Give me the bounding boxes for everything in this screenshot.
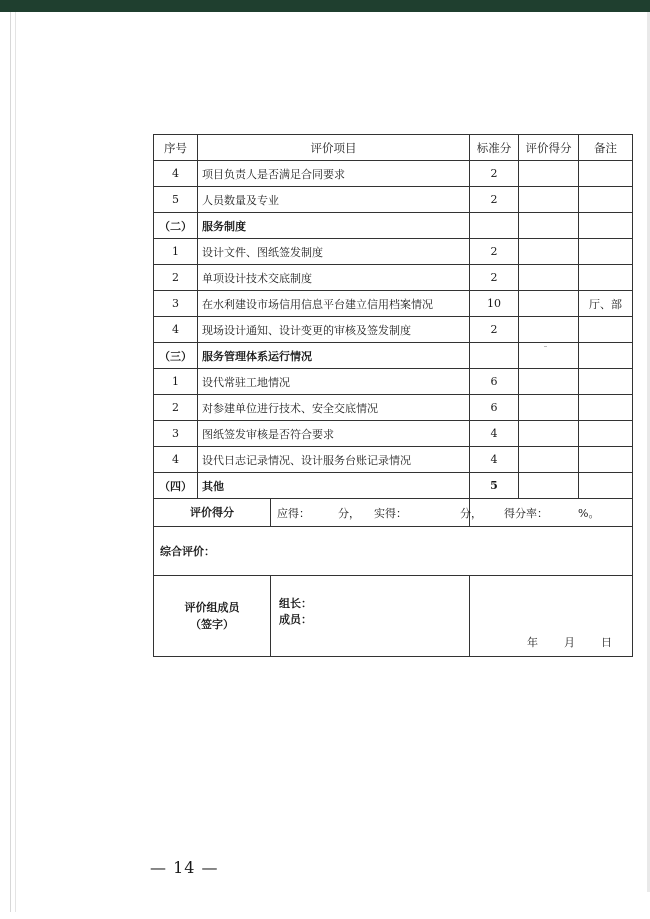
row-no: 2 (154, 395, 198, 421)
row-item: 图纸签发审核是否符合要求 (198, 421, 470, 447)
row-standard: 2 (470, 187, 519, 213)
row-no: 4 (154, 447, 198, 473)
signature-label-line2: （签字） (190, 618, 234, 631)
row-score (519, 239, 579, 265)
score-summary-row (154, 499, 633, 527)
header-no: 序号 (154, 135, 198, 161)
row-note (579, 239, 633, 265)
header-score: 评价得分 (519, 135, 579, 161)
row-item: 设计文件、图纸签发制度 (198, 239, 470, 265)
table-row (154, 447, 633, 473)
signature-area-right (470, 576, 633, 657)
row-score (519, 473, 579, 499)
score-actual-unit: 分， (460, 506, 482, 520)
row-no: 3 (154, 291, 198, 317)
row-standard: 2 (470, 265, 519, 291)
section-row (154, 343, 633, 369)
table-row (154, 291, 633, 317)
table-row (154, 317, 633, 343)
row-item: 单项设计技术交底制度 (198, 265, 470, 291)
score-cell (154, 499, 470, 527)
row-note (579, 265, 633, 291)
table-row (154, 395, 633, 421)
table-header-row (154, 135, 633, 161)
score-rate-cell (460, 499, 633, 527)
score-label: 评价得分 (154, 499, 271, 526)
signature-label (154, 576, 271, 656)
row-note (579, 343, 633, 369)
score-rate-label: 得分率： (504, 506, 548, 520)
row-no: 4 (154, 317, 198, 343)
row-item: 设代日志记录情况、设计服务台账记录情况 (198, 447, 470, 473)
row-item: 其他 (198, 473, 470, 499)
date-year: 年 (527, 636, 538, 649)
table-row (154, 187, 633, 213)
row-note (579, 447, 633, 473)
members-label: 成员： (279, 613, 312, 626)
signature-row (154, 576, 633, 657)
section-row (154, 213, 633, 239)
row-score (519, 421, 579, 447)
header-note: 备注 (579, 135, 633, 161)
row-note (579, 161, 633, 187)
header-standard: 标准分 (470, 135, 519, 161)
signature-label-line1: 评价组成员 (184, 601, 240, 614)
score-rate-percent: %。 (578, 506, 600, 520)
score-should-unit: 分， (338, 506, 360, 520)
row-no: 1 (154, 239, 198, 265)
row-score (519, 447, 579, 473)
row-score (519, 265, 579, 291)
row-no: 4 (154, 161, 198, 187)
row-standard: 6 (470, 369, 519, 395)
scan-top-border (0, 0, 650, 12)
row-note (579, 187, 633, 213)
section-row (154, 473, 633, 499)
page-number: — 14 — (150, 858, 219, 877)
row-no: 2 (154, 265, 198, 291)
row-score (519, 187, 579, 213)
row-no: （三） (154, 343, 198, 369)
row-no: 3 (154, 421, 198, 447)
row-score (519, 369, 579, 395)
signature-date (527, 634, 612, 650)
score-should-label: 应得： (277, 506, 310, 520)
row-item: 服务制度 (198, 213, 470, 239)
row-standard: 6 (470, 395, 519, 421)
row-note: 厅、部 (579, 291, 633, 317)
overall-evaluation-row (154, 527, 633, 576)
row-item: 设代常驻工地情况 (198, 369, 470, 395)
row-score (519, 213, 579, 239)
date-month: 月 (564, 636, 575, 649)
row-standard: 4 (470, 421, 519, 447)
row-standard: 5 (470, 473, 519, 499)
row-item: 服务管理体系运行情况 (198, 343, 470, 369)
row-note (579, 369, 633, 395)
row-standard: 2 (470, 317, 519, 343)
row-item: 人员数量及专业 (198, 187, 470, 213)
table-row (154, 421, 633, 447)
date-day: 日 (601, 636, 612, 649)
row-no: 1 (154, 369, 198, 395)
signature-cell (154, 576, 470, 657)
row-no: （二） (154, 213, 198, 239)
score-text (271, 505, 407, 521)
row-standard: 4 (470, 447, 519, 473)
leader-label: 组长： (279, 597, 312, 610)
row-score (519, 395, 579, 421)
signature-area-left (271, 576, 469, 656)
row-note (579, 317, 633, 343)
row-score (519, 291, 579, 317)
row-note (579, 213, 633, 239)
table-row (154, 369, 633, 395)
signature-lines (279, 596, 312, 628)
row-score (519, 343, 579, 369)
row-standard: 2 (470, 161, 519, 187)
row-no: 5 (154, 187, 198, 213)
row-no: （四） (154, 473, 198, 499)
row-note (579, 421, 633, 447)
header-item: 评价项目 (198, 135, 470, 161)
row-item: 对参建单位进行技术、安全交底情况 (198, 395, 470, 421)
row-item: 现场设计通知、设计变更的审核及签发制度 (198, 317, 470, 343)
row-standard: 2 (470, 239, 519, 265)
overall-evaluation-label: 综合评价： (154, 527, 633, 576)
table-row (154, 161, 633, 187)
scan-left-edge (10, 12, 16, 912)
score-actual-label: 实得： (374, 506, 407, 520)
row-item: 在水利建设市场信用信息平台建立信用档案情况 (198, 291, 470, 317)
table-row (154, 239, 633, 265)
row-item: 项目负责人是否满足合同要求 (198, 161, 470, 187)
evaluation-table-body (154, 135, 633, 657)
row-standard (470, 343, 519, 369)
evaluation-table (153, 134, 633, 657)
row-note (579, 473, 633, 499)
row-score (519, 317, 579, 343)
row-score (519, 161, 579, 187)
table-row (154, 265, 633, 291)
row-standard: 10 (470, 291, 519, 317)
row-standard (470, 213, 519, 239)
row-note (579, 395, 633, 421)
